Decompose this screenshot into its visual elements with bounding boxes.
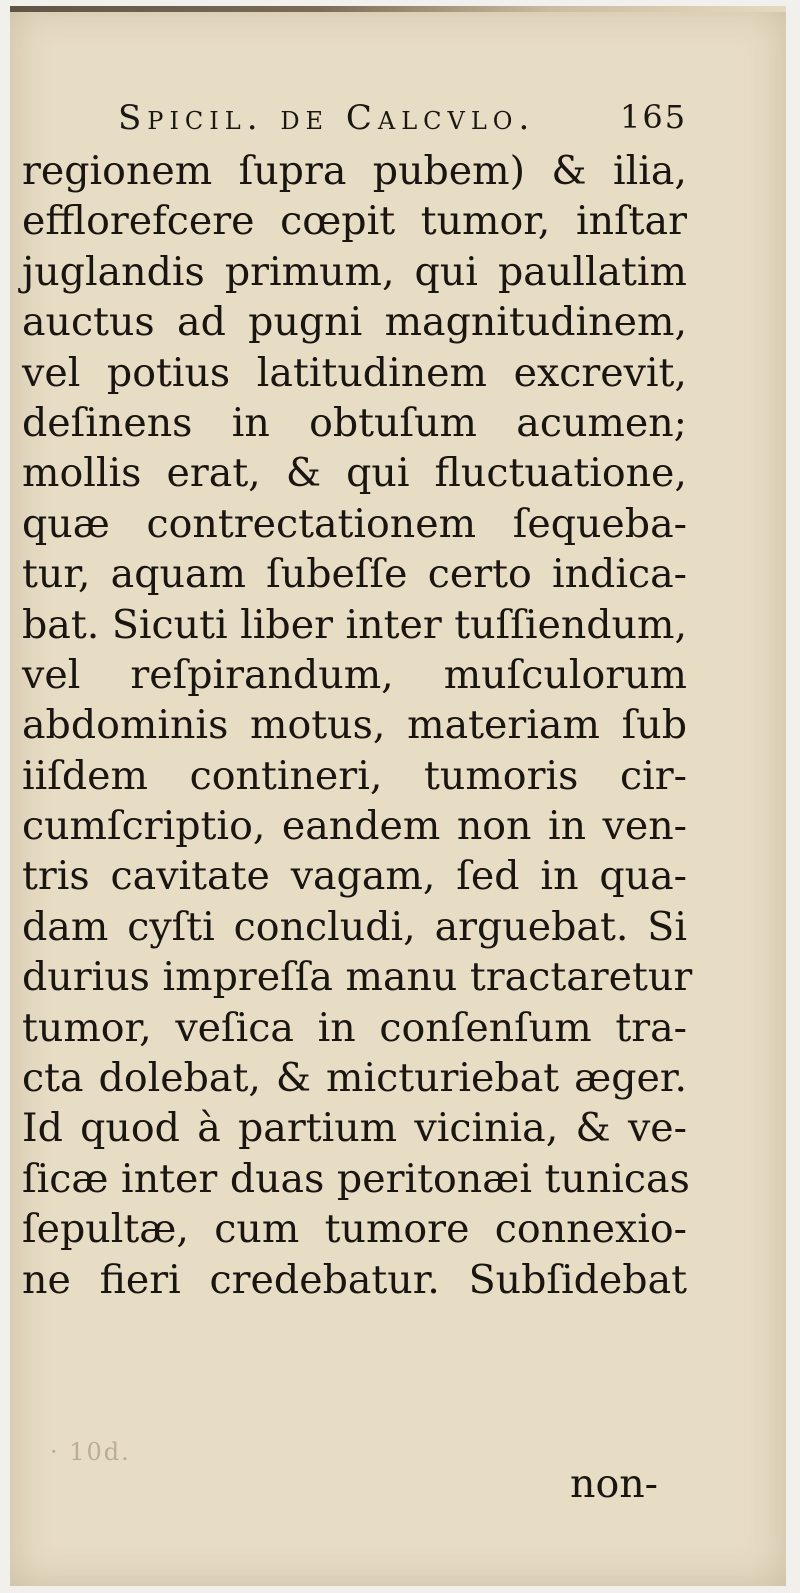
- text-line: Id quod à partium vicinia, & ve-: [22, 1105, 687, 1152]
- text-line: quæ contrectationem ſequeba-: [22, 500, 687, 547]
- text-line: regionem ſupra pubem) & ilia,: [22, 148, 687, 194]
- text-line: cumſcriptio, eandem non in ven-: [22, 803, 687, 850]
- text-line: vel reſpirandum, muſculorum: [22, 651, 687, 698]
- running-head: [10, 98, 786, 138]
- faint-ink-mark: · 10d.: [50, 1438, 131, 1466]
- book-page: [10, 6, 786, 1586]
- text-line: auctus ad pugni magnitudinem,: [22, 299, 687, 346]
- text-line: mollis erat, & qui fluctuatione,: [22, 450, 687, 497]
- text-line: ſicæ inter duas peritonæi tunicas: [22, 1155, 690, 1202]
- text-line: efflorefcere cœpit tumor, inſtar: [22, 198, 687, 245]
- text-line: cta dolebat, & micturiebat æger.: [22, 1055, 687, 1102]
- catchword: non-: [570, 1461, 659, 1507]
- text-line: tur, aquam ſubeſſe certo indica-: [22, 551, 687, 598]
- text-line: durius impreſſa manu tractaretur: [22, 954, 693, 1001]
- page-top-edge-shadow: [10, 6, 786, 12]
- text-line: bat. Sicuti liber inter tuſſiendum,: [22, 601, 688, 648]
- text-line: iiſdem contineri, tumoris cir-: [22, 752, 687, 799]
- text-line: ſepultæ, cum tumore connexio-: [22, 1206, 687, 1253]
- body-text: [22, 146, 693, 1305]
- text-line: deſinens in obtuſum acumen;: [22, 399, 687, 446]
- running-head-title: Spicil. de Calcvlo.: [118, 98, 536, 138]
- text-line: dam cyſti concludi, arguebat. Si: [22, 903, 687, 950]
- text-line: ne fieri credebatur. Subſidebat: [22, 1256, 687, 1303]
- text-line: abdominis motus, materiam ſub: [22, 702, 687, 749]
- text-line: juglandis primum, qui paullatim: [22, 248, 687, 295]
- text-line: tumor, veſica in conſenſum tra-: [22, 1004, 687, 1051]
- text-line: tris cavitate vagam, ſed in qua-: [22, 853, 687, 900]
- page-number: 165: [620, 98, 688, 136]
- text-line: vel potius latitudinem excrevit,: [22, 349, 687, 396]
